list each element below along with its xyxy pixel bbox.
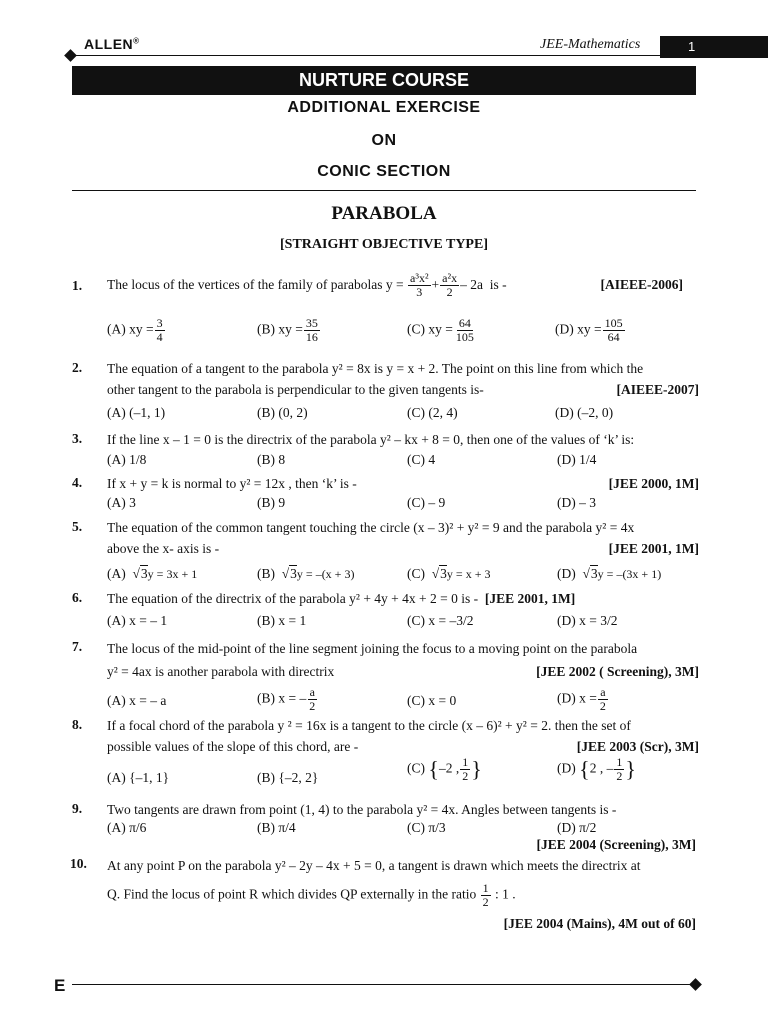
q7-option-c[interactable]: (C) x = 0	[407, 693, 457, 708]
q4-text: If x + y = k is normal to y² = 12x , then ‘k’ is - [JEE 2000, 1M]	[107, 473, 699, 494]
q2-option-a[interactable]: (A) (–1, 1)	[107, 405, 166, 420]
q3-option-c[interactable]: (C) 4	[407, 452, 436, 467]
q9-option-a[interactable]: (A) π/6	[107, 820, 147, 835]
q6-number: 6.	[72, 590, 83, 605]
q7-option-a[interactable]: (A) x = – a	[107, 693, 167, 708]
brand-name: ALLEN	[84, 36, 134, 52]
q1-text: The locus of the vertices of the family of parabolas y = $\frac{\text{a³x²}}{3}$ + $\frac{\text{a²x}}{2}$ – 2a is - [AIEEE-2006]	[107, 268, 699, 302]
q4-option-a[interactable]: (A) 3	[107, 495, 136, 510]
q2-option-d[interactable]: (D) (–2, 0)	[555, 405, 614, 420]
q2-number: 2.	[72, 360, 83, 375]
q2-option-b[interactable]: (B) (0, 2)	[257, 405, 308, 420]
q9-option-b[interactable]: (B) π/4	[257, 820, 296, 835]
footer-rule	[72, 984, 694, 985]
q5-option-c[interactable]: (C) √3y = x + 3	[407, 566, 491, 581]
q9-option-c[interactable]: (C) π/3	[407, 820, 446, 835]
q7-tag: [JEE 2002 ( Screening), 3M]	[536, 664, 699, 679]
q3-number: 3.	[72, 431, 83, 446]
q1-tag: [AIEEE-2006]	[600, 277, 683, 292]
q6-tag: [JEE 2001, 1M]	[484, 591, 576, 606]
title-line-1: ADDITIONAL EXERCISE	[287, 99, 481, 116]
title-divider	[72, 190, 696, 191]
header-rule	[72, 55, 662, 56]
title-line-3: CONIC SECTION	[317, 163, 451, 180]
question-type: [STRAIGHT OBJECTIVE TYPE]	[280, 237, 488, 252]
q3-text: If the line x – 1 = 0 is the directrix of the parabola y² – kx + 8 = 0, then one of the values of ‘k’ is:	[107, 432, 635, 447]
q6-option-d[interactable]: (D) x = 3/2	[557, 613, 618, 628]
q8-option-d[interactable]: (D) {2 , – $\frac{1}{2}$ }	[557, 755, 636, 783]
q5-number: 5.	[72, 519, 83, 534]
q1-option-b[interactable]: (B) xy = $\frac{35}{16}$	[257, 316, 318, 344]
q5-text: The equation of the common tangent touching the circle (x – 3)² + y² = 9 and the parabola y² = 4x above the x- axis is - [JEE 2001, 1M]	[107, 517, 699, 559]
q2-option-c[interactable]: (C) (2, 4)	[407, 405, 458, 420]
q7-option-d[interactable]: (D) x = $\frac{a}{2}$	[557, 685, 606, 713]
footer-letter: E	[54, 976, 66, 995]
q2-tag: [AIEEE-2007]	[616, 382, 699, 397]
subject-label: JEE-Mathematics	[540, 37, 641, 52]
q1-option-d[interactable]: (D) xy = $\frac{105}{64}$	[555, 316, 623, 344]
q9-option-d[interactable]: (D) π/2	[557, 820, 597, 835]
q3-option-d[interactable]: (D) 1/4	[557, 452, 597, 467]
q1-option-a[interactable]: (A) xy = $\frac{3}{4}$	[107, 316, 163, 344]
q4-tag: [JEE 2000, 1M]	[608, 476, 699, 491]
footer-diamond-right	[689, 978, 702, 991]
q2-text: The equation of a tangent to the parabola y² = 8x is y = x + 2. The point on this line from which the other tangent to the parabola is perpendicular to the given tangents is- [AIEEE-2007]	[107, 358, 699, 400]
q1-frac-2: $\frac{\text{a²x}}{2}$	[442, 271, 458, 300]
q9-tag: [JEE 2004 (Screening), 3M]	[536, 837, 696, 852]
q9-text: Two tangents are drawn from point (1, 4) to the parabola y² = 4x. Angles between tangents is -	[107, 802, 617, 817]
q3-option-a[interactable]: (A) 1/8	[107, 452, 147, 467]
q1-frac-1: $\frac{\text{a³x²}}{3}$	[410, 271, 429, 300]
section-title: PARABOLA	[331, 203, 437, 224]
q6-option-c[interactable]: (C) x = –3/2	[407, 613, 474, 628]
q8-tag: [JEE 2003 (Scr), 3M]	[576, 739, 699, 754]
q7-number: 7.	[72, 639, 83, 654]
q7-option-b[interactable]: (B) x = – $\frac{a}{2}$	[257, 685, 316, 713]
course-title: NURTURE COURSE	[298, 70, 469, 90]
q1-number: 1.	[72, 278, 83, 293]
q4-number: 4.	[72, 475, 83, 490]
q8-option-b[interactable]: (B) {–2, 2}	[257, 770, 319, 785]
q1-option-c[interactable]: (C) xy = $\frac{64}{105}$	[407, 316, 474, 344]
q8-text: If a focal chord of the parabola y ² = 16x is a tangent to the circle (x – 6)² + y² = 2. then the set of possible values of the slope of this chord, are - [JEE 2003 (Scr), 3M]	[107, 715, 699, 757]
title-line-2: ON	[371, 132, 397, 149]
page-number: 1	[688, 39, 696, 54]
q9-number: 9.	[72, 801, 83, 816]
page-number-box	[660, 36, 768, 58]
q8-option-a[interactable]: (A) {–1, 1}	[107, 770, 170, 785]
q10-text: At any point P on the parabola y² – 2y – 4x + 5 = 0, a tangent is drawn which meets the directrix at Q. Find the locus of point R which divides QP externally in the ratio $\frac{1}{2}$ : 1 .	[107, 858, 641, 909]
course-banner	[72, 66, 696, 95]
q5-option-d[interactable]: (D) √3y = –(3x + 1)	[557, 566, 662, 581]
q5-option-b[interactable]: (B) √3y = –(x + 3)	[257, 566, 355, 581]
q4-option-c[interactable]: (C) – 9	[407, 495, 446, 510]
q6-option-a[interactable]: (A) x = – 1	[107, 613, 168, 628]
brand-mark: ®	[133, 36, 140, 46]
brand-logo	[84, 36, 140, 52]
q10-tag: [JEE 2004 (Mains), 4M out of 60]	[503, 916, 696, 931]
q5-option-a[interactable]: (A) √3y = 3x + 1	[107, 566, 198, 581]
q4-option-b[interactable]: (B) 9	[257, 495, 286, 510]
q7-text: The locus of the mid-point of the line segment joining the focus to a moving point on the parabola y² = 4ax is another parabola with directrix [JEE 2002 ( Screening), 3M]	[107, 637, 699, 683]
q8-option-c[interactable]: (C) {–2 , $\frac{1}{2}$ }	[407, 755, 482, 783]
q6-text: The equation of the directrix of the parabola y² + 4y + 4x + 2 = 0 is - [JEE 2001, 1M]	[107, 591, 576, 606]
q6-option-b[interactable]: (B) x = 1	[257, 613, 307, 628]
q10-number: 10.	[70, 856, 87, 871]
q4-option-d[interactable]: (D) – 3	[557, 495, 596, 510]
q8-number: 8.	[72, 717, 83, 732]
q3-option-b[interactable]: (B) 8	[257, 452, 286, 467]
q5-tag: [JEE 2001, 1M]	[608, 541, 699, 556]
